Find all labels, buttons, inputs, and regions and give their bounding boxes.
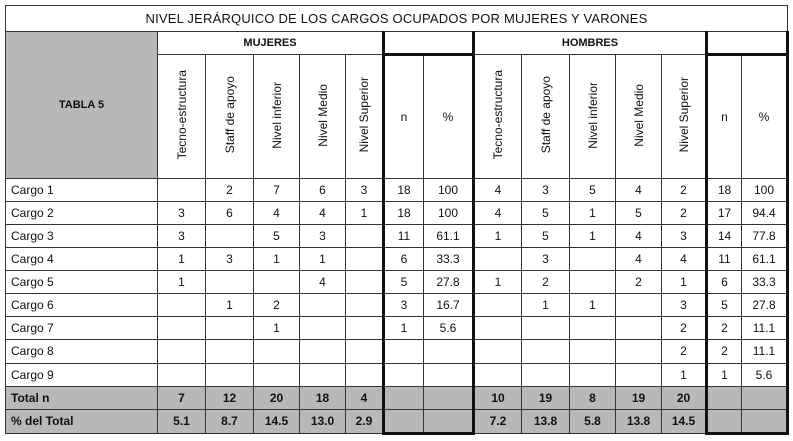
table-cell: 6 [707, 271, 742, 294]
table-cell: 1 [384, 317, 424, 340]
table-cell: 17 [707, 201, 742, 224]
table-cell: 16.7 [424, 294, 474, 317]
table-row [6, 317, 788, 340]
table-row [6, 201, 788, 224]
table-cell [424, 340, 474, 363]
table-row [6, 294, 788, 317]
table-cell: 20 [254, 386, 300, 409]
table-cell: 3 [158, 201, 206, 224]
table-cell: 3 [346, 178, 384, 201]
table-cell: 5 [616, 201, 662, 224]
table-cell [346, 224, 384, 247]
table-cell [206, 363, 254, 386]
table-cell: 77.8 [742, 224, 788, 247]
table-cell: 7 [254, 178, 300, 201]
table-cell: 100 [742, 178, 788, 201]
table-cell: 61.1 [424, 224, 474, 247]
table-cell [300, 317, 346, 340]
table-cell: 1 [300, 248, 346, 271]
table-cell [707, 409, 742, 433]
header-women-pct: % [424, 55, 474, 179]
header-women-inferior: Nivel inferior [254, 55, 300, 179]
table-cell [424, 363, 474, 386]
table-cell: 19 [522, 386, 570, 409]
table-cell: 1 [662, 363, 707, 386]
men-n-pct-spacer [707, 32, 788, 55]
table-cell: 2 [522, 271, 570, 294]
table-cell [570, 248, 616, 271]
header-men-superior: Nivel Superior [662, 55, 707, 179]
header-men-staff: Staff de apoyo [522, 55, 570, 179]
table-cell [570, 363, 616, 386]
table-cell: 5 [570, 178, 616, 201]
table-cell: 33.3 [742, 271, 788, 294]
table-cell: 7 [158, 386, 206, 409]
header-women-staff: Staff de apoyo [206, 55, 254, 179]
table-cell [158, 340, 206, 363]
table-cell [616, 294, 662, 317]
table-cell: 5 [254, 224, 300, 247]
table-cell: 4 [346, 386, 384, 409]
table-cell [300, 340, 346, 363]
table-cell [474, 248, 522, 271]
table-cell [570, 271, 616, 294]
table-cell [206, 317, 254, 340]
table-cell: 1 [570, 294, 616, 317]
table-cell: 1 [662, 271, 707, 294]
table-cell: 1 [254, 248, 300, 271]
table-cell: 1 [346, 201, 384, 224]
table-cell [522, 363, 570, 386]
table-cell: 1 [254, 317, 300, 340]
table-cell: 2 [662, 178, 707, 201]
table-label: TABLA 5 [6, 32, 158, 179]
table-cell: 3 [158, 224, 206, 247]
table-cell: 2 [662, 340, 707, 363]
table-cell [522, 340, 570, 363]
table-cell: 3 [522, 178, 570, 201]
table-cell: 4 [616, 178, 662, 201]
table-row [6, 178, 788, 201]
row-label: Cargo 6 [6, 294, 158, 317]
table-cell: 2 [254, 294, 300, 317]
table-cell: 7.2 [474, 409, 522, 433]
table-cell: 4 [300, 201, 346, 224]
table-cell: 1 [158, 248, 206, 271]
table-cell: 61.1 [742, 248, 788, 271]
table-cell: 5.8 [570, 409, 616, 433]
table-cell: 94.4 [742, 201, 788, 224]
table-cell: 100 [424, 201, 474, 224]
table-cell: 5 [384, 271, 424, 294]
table-cell [254, 340, 300, 363]
header-women-n: n [384, 55, 424, 179]
header-women-tecno: Tecno-estructura [158, 55, 206, 179]
table-cell [570, 317, 616, 340]
table-cell: 18 [300, 386, 346, 409]
group-women: MUJERES [158, 32, 384, 55]
table-cell [206, 224, 254, 247]
table-cell: 5.6 [742, 363, 788, 386]
table-cell: 6 [384, 248, 424, 271]
table-cell: 1 [206, 294, 254, 317]
table-row [6, 340, 788, 363]
table-cell [206, 271, 254, 294]
row-label: Cargo 7 [6, 317, 158, 340]
table-cell [346, 271, 384, 294]
table-cell: 2 [662, 201, 707, 224]
table-cell: 12 [206, 386, 254, 409]
row-label: Cargo 9 [6, 363, 158, 386]
table-cell [346, 363, 384, 386]
hierarchy-table [5, 5, 789, 435]
table-cell [158, 317, 206, 340]
table-cell: 1 [707, 363, 742, 386]
table-cell: 5 [522, 224, 570, 247]
table-cell: 10 [474, 386, 522, 409]
row-label: Cargo 8 [6, 340, 158, 363]
table-cell: 18 [707, 178, 742, 201]
row-label: % del Total [6, 409, 158, 433]
table-cell [158, 178, 206, 201]
table-cell: 2 [707, 317, 742, 340]
table-cell: 2 [206, 178, 254, 201]
table-cell: 4 [474, 178, 522, 201]
table-cell [158, 294, 206, 317]
row-label: Cargo 3 [6, 224, 158, 247]
table-row [6, 224, 788, 247]
table-cell [616, 317, 662, 340]
table-cell: 4 [254, 201, 300, 224]
table-cell: 1 [158, 271, 206, 294]
table-cell: 14.5 [254, 409, 300, 433]
table-cell: 1 [474, 271, 522, 294]
table-cell [522, 317, 570, 340]
table-cell [474, 340, 522, 363]
table-cell: 3 [522, 248, 570, 271]
table-cell [346, 294, 384, 317]
table-cell: 6 [300, 178, 346, 201]
row-label: Cargo 5 [6, 271, 158, 294]
table-cell: 11 [707, 248, 742, 271]
table-cell: 2 [662, 317, 707, 340]
table-cell [707, 386, 742, 409]
table-cell [570, 340, 616, 363]
table-cell [346, 317, 384, 340]
table-cell [474, 317, 522, 340]
table-cell [474, 294, 522, 317]
women-n-pct-spacer [384, 32, 474, 55]
table-cell: 1 [474, 224, 522, 247]
table-cell [346, 248, 384, 271]
table-cell: 6 [206, 201, 254, 224]
table-cell: 8.7 [206, 409, 254, 433]
table-cell: 5 [707, 294, 742, 317]
header-men-inferior: Nivel inferior [570, 55, 616, 179]
table-title: NIVEL JERÁRQUICO DE LOS CARGOS OCUPADOS POR MUJERES Y VARONES [6, 6, 788, 32]
table-cell [424, 386, 474, 409]
total-row [6, 386, 788, 409]
header-women-superior: Nivel Superior [346, 55, 384, 179]
table-cell: 2.9 [346, 409, 384, 433]
header-men-tecno: Tecno-estructura [474, 55, 522, 179]
table-row [6, 248, 788, 271]
table-cell: 13.8 [522, 409, 570, 433]
table-cell: 14.5 [662, 409, 707, 433]
table-cell: 3 [662, 294, 707, 317]
table-cell: 4 [616, 224, 662, 247]
table-cell: 1 [522, 294, 570, 317]
table-cell: 5.1 [158, 409, 206, 433]
table-cell: 18 [384, 201, 424, 224]
table-cell: 11.1 [742, 340, 788, 363]
table-cell: 1 [570, 224, 616, 247]
table-cell [742, 386, 788, 409]
header-men-n: n [707, 55, 742, 179]
table-cell: 8 [570, 386, 616, 409]
header-men-pct: % [742, 55, 788, 179]
total-row [6, 409, 788, 433]
header-men-medio: Nivel Medio [616, 55, 662, 179]
table-cell [616, 363, 662, 386]
table-cell [616, 340, 662, 363]
table-cell: 33.3 [424, 248, 474, 271]
table-cell [474, 363, 522, 386]
table-cell: 14 [707, 224, 742, 247]
table-cell: 3 [206, 248, 254, 271]
table-cell: 18 [384, 178, 424, 201]
table-cell: 20 [662, 386, 707, 409]
table-cell: 4 [662, 248, 707, 271]
table-cell [158, 363, 206, 386]
table-cell [384, 409, 424, 433]
table-cell [384, 363, 424, 386]
table-cell [346, 340, 384, 363]
header-women-medio: Nivel Medio [300, 55, 346, 179]
table-row [6, 271, 788, 294]
table-cell: 1 [570, 201, 616, 224]
table-cell [424, 409, 474, 433]
table-cell: 11.1 [742, 317, 788, 340]
table-cell: 13.0 [300, 409, 346, 433]
row-label: Cargo 1 [6, 178, 158, 201]
row-label: Cargo 2 [6, 201, 158, 224]
table-cell [384, 386, 424, 409]
table-cell: 3 [384, 294, 424, 317]
table-cell: 100 [424, 178, 474, 201]
row-label: Total n [6, 386, 158, 409]
group-men: HOMBRES [474, 32, 707, 55]
table-cell: 4 [300, 271, 346, 294]
table-cell: 3 [300, 224, 346, 247]
table-cell [300, 363, 346, 386]
table-cell: 27.8 [742, 294, 788, 317]
table-cell: 19 [616, 386, 662, 409]
table-cell: 5.6 [424, 317, 474, 340]
table-cell: 27.8 [424, 271, 474, 294]
table-cell: 3 [662, 224, 707, 247]
table-cell [254, 363, 300, 386]
table-cell: 2 [707, 340, 742, 363]
table-cell: 11 [384, 224, 424, 247]
table-row [6, 363, 788, 386]
table-cell [742, 409, 788, 433]
table-cell: 13.8 [616, 409, 662, 433]
table-cell: 2 [616, 271, 662, 294]
table-cell [254, 271, 300, 294]
table-cell [384, 340, 424, 363]
table-cell [300, 294, 346, 317]
table-cell [206, 340, 254, 363]
table-cell: 5 [522, 201, 570, 224]
row-label: Cargo 4 [6, 248, 158, 271]
table-cell: 4 [474, 201, 522, 224]
table-cell: 4 [616, 248, 662, 271]
